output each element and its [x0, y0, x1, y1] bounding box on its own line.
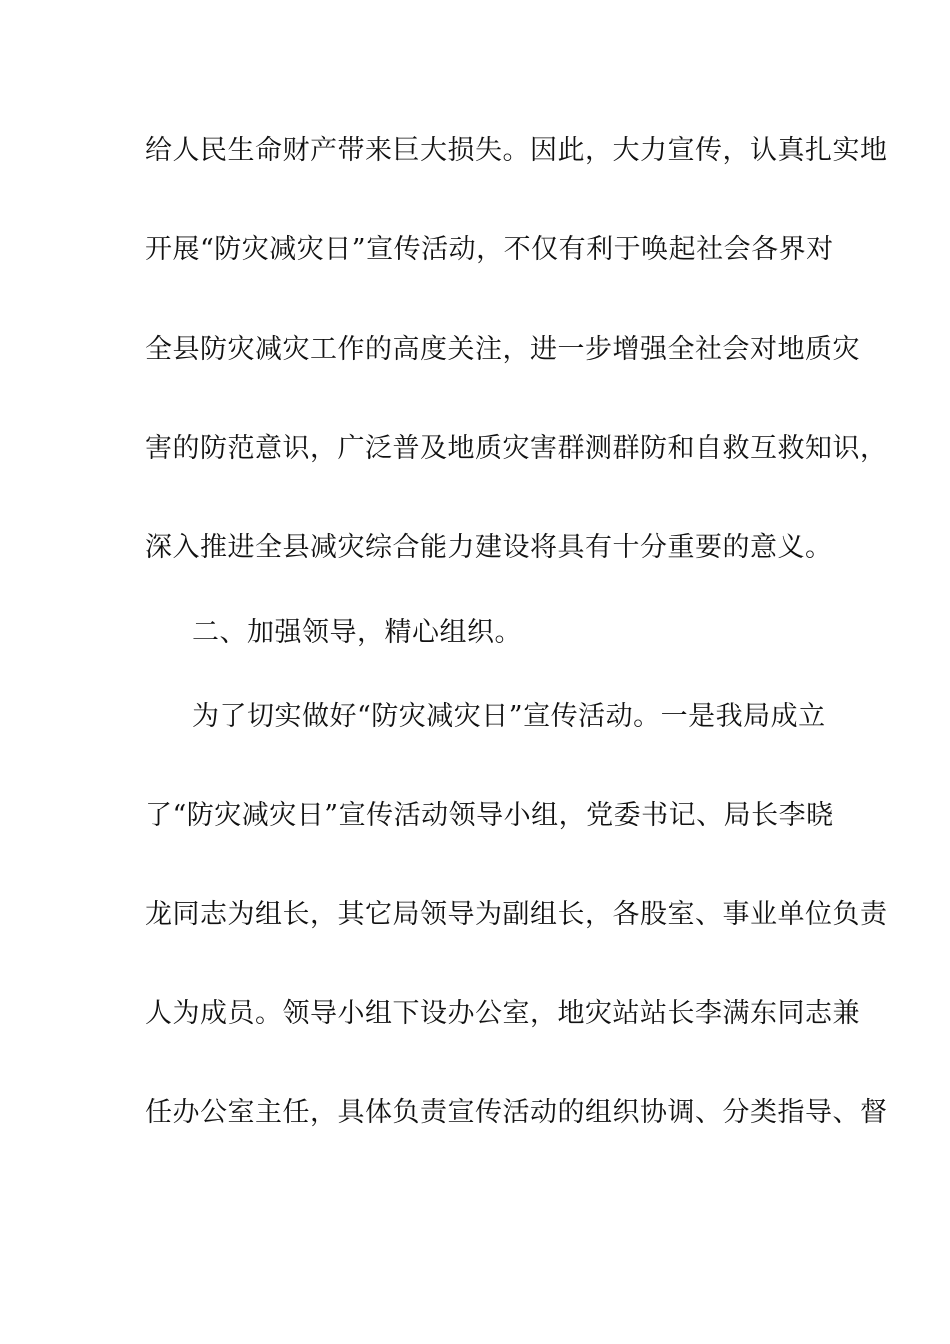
text-line-4: 害的防范意识，广泛普及地质灾害群测群防和自救互救知识， [145, 433, 888, 464]
text-line-5: 深入推进全县减灾综合能力建设将具有十分重要的意义。 [145, 532, 833, 563]
text-line-8: 了“防灾减灾日”宣传活动领导小组，党委书记、局长李晓 [145, 800, 834, 831]
text-line-9: 龙同志为组长，其它局领导为副组长，各股室、事业单位负责 [145, 899, 888, 930]
text-line-11: 任办公室主任，具体负责宣传活动的组织协调、分类指导、督 [145, 1097, 888, 1128]
text-line-3: 全县防灾减灾工作的高度关注，进一步增强全社会对地质灾 [145, 334, 860, 365]
text-line-1: 给人民生命财产带来巨大损失。因此，大力宣传，认真扎实地 [145, 135, 888, 166]
text-line-10: 人为成员。领导小组下设办公室，地灾站站长李满东同志兼 [145, 998, 860, 1029]
text-line-2: 开展“防灾减灾日”宣传活动，不仅有利于唤起社会各界对 [145, 234, 834, 265]
paragraph-start-line: 为了切实做好“防灾减灾日”宣传活动。一是我局成立 [192, 701, 826, 732]
section-heading: 二、加强领导，精心组织。 [192, 617, 522, 648]
